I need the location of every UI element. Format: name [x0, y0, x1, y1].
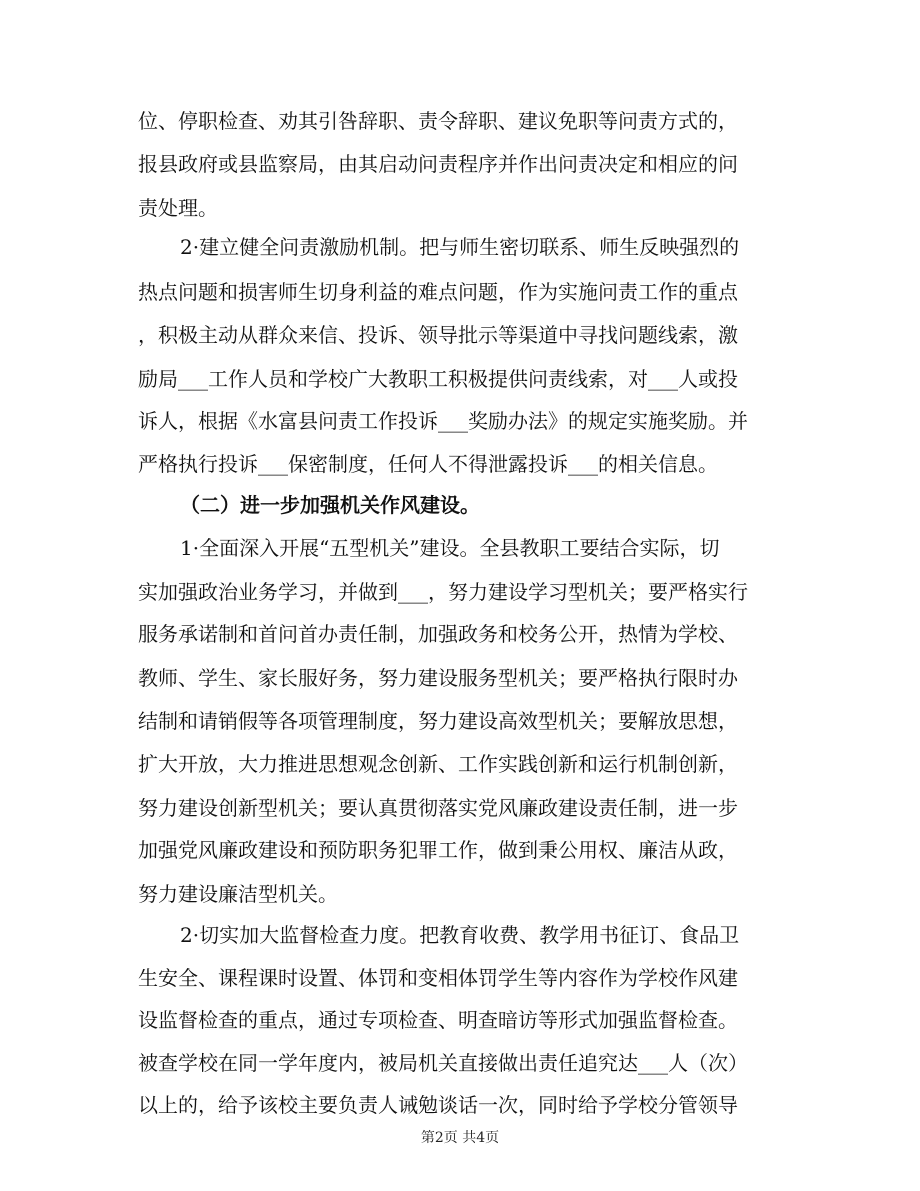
text-line: 责处理。 — [138, 196, 218, 220]
text-line: 位、停职检查、劝其引咎辞职、责令辞职、建议免职等问责方式的， — [138, 109, 738, 133]
text-line: 设监督检查的重点，通过专项检查、明查暗访等形式加强监督检查。 — [138, 1008, 738, 1032]
text-line: 结制和请销假等各项管理制度，努力建设高效型机关；要解放思想， — [138, 709, 738, 733]
section-heading: （二）进一步加强机关作风建设。 — [180, 493, 480, 517]
text-line: 严格执行投诉___保密制度，任何人不得泄露投诉___的相关信息。 — [138, 452, 718, 476]
text-line: 教师、学生、家长服好务，努力建设服务型机关；要严格执行限时办 — [138, 666, 738, 690]
text-line: 努力建设创新型机关；要认真贯彻落实党风廉政建设责任制，进一步 — [138, 796, 738, 820]
text-line: ，积极主动从群众来信、投诉、领导批示等渠道中寻找问题线索，激 — [138, 323, 738, 347]
text-line: 努力建设廉洁型机关。 — [138, 882, 338, 906]
text-line: 加强党风廉政建设和预防职务犯罪工作，做到秉公用权、廉洁从政， — [138, 838, 738, 862]
text-line: 2·建立健全问责激励机制。把与师生密切联系、师生反映强烈的 — [180, 235, 740, 259]
text-line: 服务承诺制和首问首办责任制，加强政务和校务公开，热情为学校、 — [138, 622, 738, 646]
text-line: 报县政府或县监察局，由其启动问责程序并作出问责决定和相应的问 — [138, 152, 738, 176]
page-number: 第2页 共4页 — [420, 1130, 500, 1146]
text-line: 诉人，根据《水富县问责工作投诉___奖励办法》的规定实施奖励。并 — [138, 409, 748, 433]
text-line: 热点问题和损害师生切身利益的难点问题，作为实施问责工作的重点 — [138, 280, 738, 304]
text-line: 1·全面深入开展“五型机关”建设。全县教职工要结合实际，切 — [180, 536, 720, 560]
text-line: 以上的，给予该校主要负责人诫勉谈话一次，同时给予学校分管领导 — [138, 1093, 738, 1117]
text-line: 扩大开放，大力推进思想观念创新、工作实践创新和运行机制创新， — [138, 752, 738, 776]
text-line: 生安全、课程课时设置、体罚和变相体罚学生等内容作为学校作风建 — [138, 966, 738, 990]
text-line: 励局___工作人员和学校广大教职工积极提供问责线索，对___人或投 — [138, 367, 738, 391]
text-line: 被查学校在同一学年度内，被局机关直接做出责任追究达___人（次） — [138, 1051, 748, 1075]
text-line: 实加强政治业务学习，并做到___，努力建设学习型机关；要严格实行 — [138, 580, 748, 604]
text-line: 2·切实加大监督检查力度。把教育收费、教学用书征订、食品卫 — [180, 923, 740, 947]
